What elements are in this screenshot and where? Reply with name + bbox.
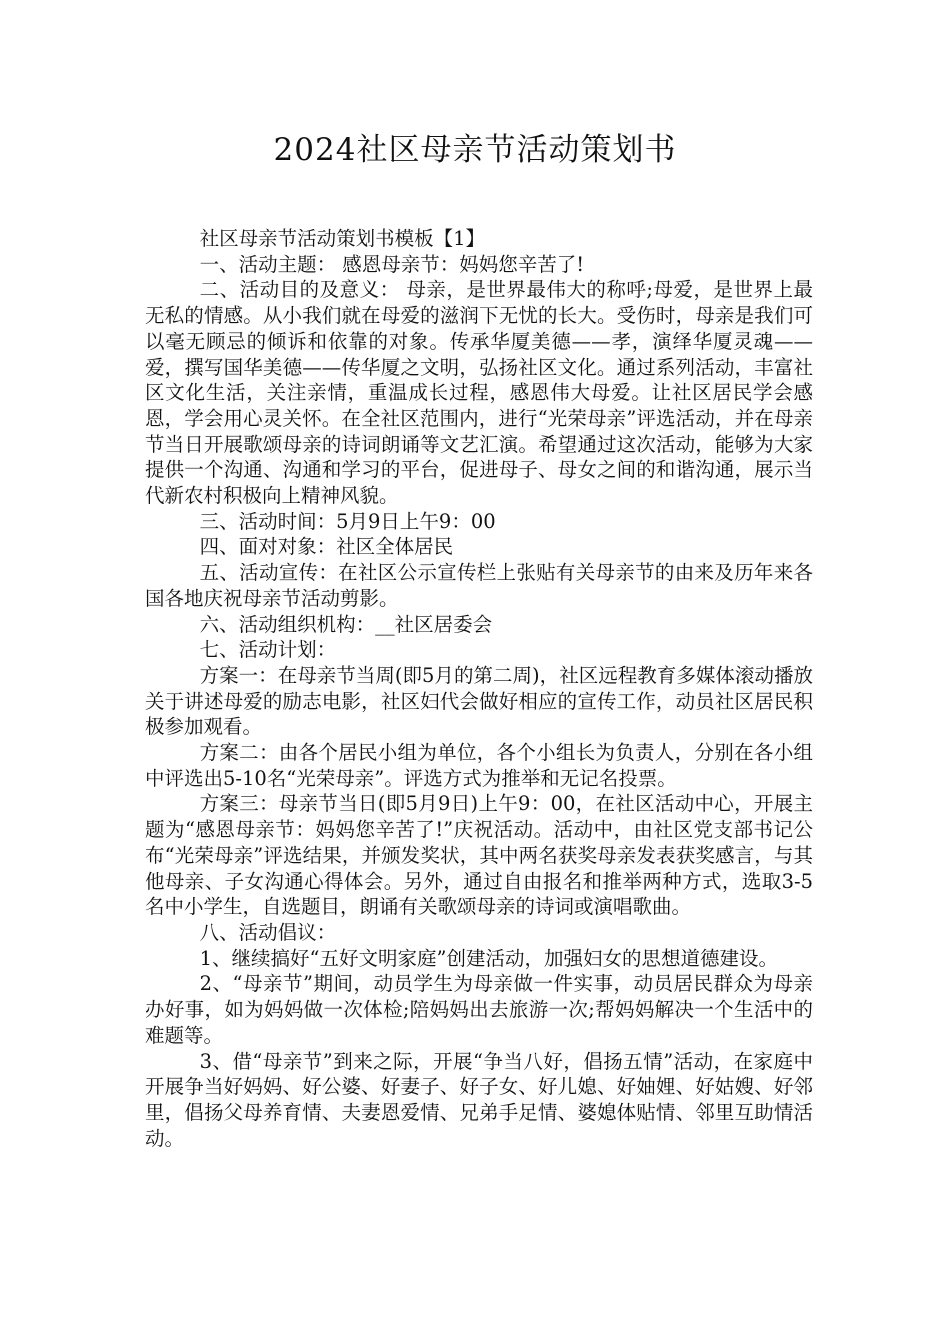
section-audience: 四、面对对象：社区全体居民 [199, 535, 454, 559]
section-purpose: 二、活动目的及意义： 母亲，是世界最伟大的称呼;母爱，是世界上最无私的情感。从小我们就在母爱的滋润下无忧的长大。受伤时，母亲是我们可以毫无顾忌的倾诉和依靠的对象。传承华厦美德——孝，演绎华厦灵魂——爱，撰写国华美德——传华厦之文明，弘扬社区文化。通过系列活动，丰富社区文化生活，关注亲情，重温成长过程，感恩伟大母爱。让社区居民学会感恩，学会用心灵关怀。在全社区范围内，进行“光荣母亲”评选活动，并在母亲节当日开展歌颂母亲的诗词朗诵等文艺汇演。希望通过这次活动，能够为大家提供一个沟通、沟通和学习的平台，促进母子、母女之间的和谐沟通，展示当代新农村积极向上精神风貌。 [145, 278, 813, 508]
section-publicity: 五、活动宣传：在社区公示宣传栏上张贴有关母亲节的由来及历年来各国各地庆祝母亲节活动剪影。 [145, 561, 813, 610]
plan-three: 方案三：母亲节当日(即5月9日)上午9：00，在社区活动中心，开展主题为“感恩母亲节：妈妈您辛苦了!”庆祝活动。活动中，由社区党支部书记公布“光荣母亲”评选结果，并颁发奖状，其中两名获奖母亲发表获奖感言，与其他母亲、子女沟通心得体会。另外，通过自由报名和推举两种方式，选取3-5名中小学生，自选题目，朗诵有关歌颂母亲的诗词或演唱歌曲。 [145, 792, 813, 919]
template-heading: 社区母亲节活动策划书模板【1】 [199, 227, 486, 250]
section-theme: 一、活动主题： 感恩母亲节：妈妈您辛苦了! [199, 252, 585, 276]
plan-two: 方案二：由各个居民小组为单位，各个小组长为负责人，分别在各小组中评选出5-10名“光荣母亲”。评选方式为推举和无记名投票。 [145, 741, 813, 790]
section-organizer: 六、活动组织机构：__社区居委会 [199, 612, 493, 636]
section-time: 三、活动时间：5月9日上午9：00 [199, 509, 496, 533]
document-title: 2024社区母亲节活动策划书 [273, 132, 677, 168]
initiative-item-3: 3、借“母亲节”到来之际，开展“争当八好，倡扬五情”活动，在家庭中开展争当好妈妈、好公婆、好妻子、好子女、好儿媳、好妯娌、好姑嫂、好邻里，倡扬父母养育情、夫妻恩爱情、兄弟手足情、婆媳体贴情、邻里互助情活动。 [145, 1049, 813, 1150]
section-plan-heading: 七、活动计划： [199, 638, 337, 662]
document-body [145, 226, 813, 1151]
initiative-item-1: 1、继续搞好“五好文明家庭”创建活动，加强妇女的思想道德建设。 [199, 946, 778, 970]
plan-one: 方案一：在母亲节当周(即5月的第二周)，社区远程教育多媒体滚动播放关于讲述母爱的励志电影，社区妇代会做好相应的宣传工作，动员社区居民积极参加观看。 [145, 663, 813, 739]
section-initiative-heading: 八、活动倡议： [199, 920, 337, 944]
initiative-item-2: 2、“母亲节”期间，动员学生为母亲做一件实事，动员居民群众为母亲办好事，如为妈妈做一次体检;陪妈妈出去旅游一次;帮妈妈解决一个生活中的难题等。 [145, 972, 813, 1047]
